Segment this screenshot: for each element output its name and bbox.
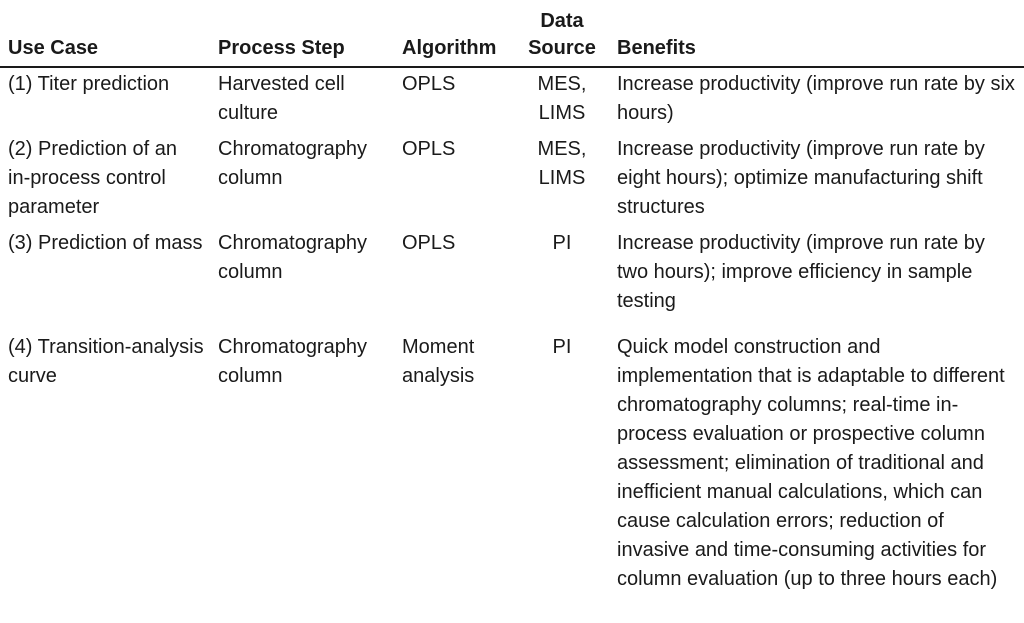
cell-data-source: MES, LIMS <box>537 138 587 189</box>
cell-process-step: Chromatography column <box>218 232 367 283</box>
cell-benefits: Increase productivity (improve run rate by six hours) <box>617 73 1015 124</box>
table-row <box>0 227 1024 321</box>
header-algorithm: Algorithm <box>394 0 515 67</box>
cell-use-case: (2) Prediction of an in-process control parameter <box>8 138 177 218</box>
cell-benefits: Increase productivity (improve run rate by eight hours); optimize manufacturing shift structures <box>617 138 985 218</box>
header-process-step: Process Step <box>210 0 394 67</box>
cell-data-source: MES, LIMS <box>537 73 587 124</box>
table-row <box>0 133 1024 227</box>
table-row <box>0 321 1024 599</box>
header-benefits: Benefits <box>609 0 1024 67</box>
cell-use-case: (3) Prediction of mass <box>8 232 203 254</box>
header-data-source: Data Source <box>515 0 609 67</box>
table-header-row <box>0 0 1024 67</box>
cell-process-step: Harvested cell culture <box>218 73 345 124</box>
header-use-case: Use Case <box>0 0 210 67</box>
cell-data-source: PI <box>552 232 572 254</box>
cell-benefits: Increase productivity (improve run rate by two hours); improve efficiency in sample testing <box>617 232 985 312</box>
cell-use-case: (4) Transition-analysis curve <box>8 336 204 387</box>
cell-benefits: Quick model construction and implementation that is adaptable to different chromatography columns; real-time in-process evaluation or prospective column assessment; elimination of traditional and inefficient manual calculations, which can cause calculation errors; reduction of invasive and time-consuming activities for column evaluation (up to three hours each) <box>617 336 1005 590</box>
cell-process-step: Chromatography column <box>218 336 367 387</box>
cell-use-case: (1) Titer prediction <box>8 73 170 95</box>
cell-process-step: Chromatography column <box>218 138 367 189</box>
cell-algorithm: OPLS <box>402 138 456 160</box>
cell-algorithm: OPLS <box>402 73 456 95</box>
cell-algorithm: OPLS <box>402 232 456 254</box>
cell-data-source: PI <box>552 336 572 358</box>
cell-algorithm: Moment analysis <box>402 336 475 387</box>
table-row <box>0 67 1024 133</box>
